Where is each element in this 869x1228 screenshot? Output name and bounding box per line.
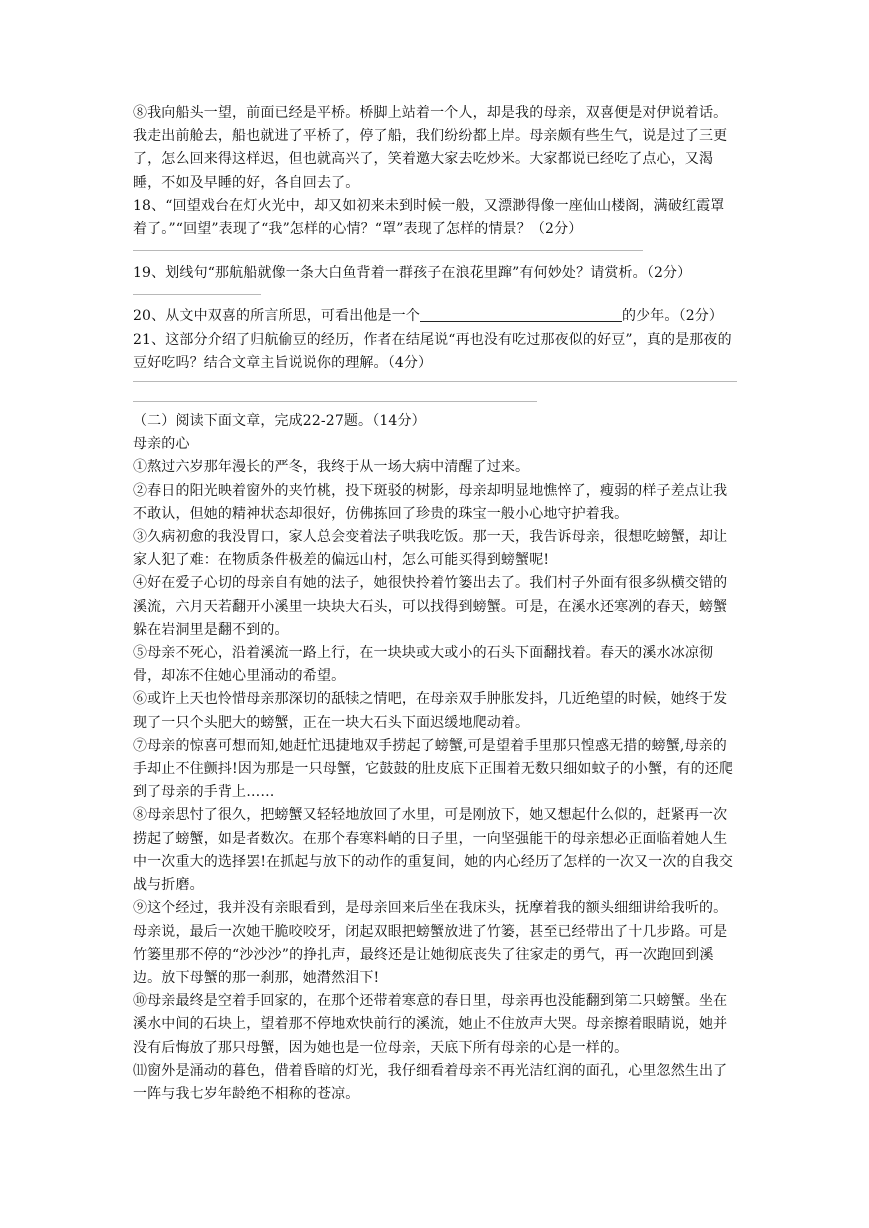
question-19: 19、划线句“那航船就像一条大白鱼背着一群孩子在浪花里蹿”有何妙处？请赏析。（2分） xyxy=(133,265,692,282)
passage-paragraph-8: ⑧我向船头一望，前面已经是平桥。桥脚上站着一个人，却是我的母亲，双喜便是对伊说着话。我走出前舱去，船也就进了平桥了，停了船，我们纷纷都上岸。母亲颇有些生气，说是过了三更了，怎么回来得这样迟，但也就高兴了，笑着邀大家去吃炒米。大家都说已经吃了点心，又渴睡，不如及早睡的好，各自回去了。 xyxy=(133,105,728,191)
article-paragraph: ⑨这个经过，我并没有亲眼看到，是母亲回来后坐在我床头，抚摩着我的额头细细讲给我听的。母亲说，最后一次她干脆咬咬牙，闭起双眼把螃蟹放进了竹篓，甚至已经带出了十几步路。可是竹篓里那不停的“沙沙沙”的挣扎声，最终还是让她彻底丧失了往家走的勇气，再一次跑回到溪边。放下母蟹的那一刹那，她潸然泪下! xyxy=(133,900,728,986)
answer-line-19[interactable] xyxy=(133,294,261,295)
question-18: 18、“回望戏台在灯火光中，却又如初来未到时候一般，又漂渺得像一座仙山楼阁，满破红霞罩着了。”“回望”表现了“我”怎样的心情？“罩”表现了怎样的情景？（2分） xyxy=(133,197,725,238)
article-paragraph: ⑤母亲不死心，沿着溪流一路上行，在一块块或大或小的石头下面翻找着。春天的溪水冰凉彻骨，却冻不住她心里涌动的希望。 xyxy=(133,645,714,685)
article-paragraph: ⑾窗外是涌动的暮色，借着昏暗的灯光，我仔细看着母亲不再光洁红润的面孔，心里忽然生出了一阵与我七岁年龄绝不相称的苍凉。 xyxy=(133,1062,728,1102)
answer-blank-20[interactable] xyxy=(420,307,622,322)
section-2-heading: （二）阅读下面文章，完成22-27题。（14分） xyxy=(133,413,426,430)
exam-page xyxy=(133,102,737,1106)
article-paragraph: ⑩母亲最终是空着手回家的，在那个还带着寒意的春日里，母亲再也没能翻到第二只螃蟹。坐在溪水中间的石块上，望着那不停地欢快前行的溪流，她止不住放声大哭。母亲擦着眼睛说，她并没有后悔放了那只母蟹，因为她也是一位母亲，天底下所有母亲的心是一样的。 xyxy=(133,993,728,1056)
article-paragraph: ②春日的阳光映着窗外的夹竹桃，投下斑驳的树影，母亲却明显地憔悴了，瘦弱的样子差点让我不敢认，但她的精神状态却很好，仿佛拣回了珍贵的珠宝一般小心地守护着我。 xyxy=(133,482,728,522)
question-20-prefix: 20、从文中双喜的所言所思，可看出他是一个 xyxy=(133,308,420,325)
article-title: 母亲的心 xyxy=(133,436,190,453)
article-paragraph: ③久病初愈的我没胃口，家人总会变着法子哄我吃饭。那一天，我告诉母亲，很想吃螃蟹，却让家人犯了难：在物质条件极差的偏远山村，怎么可能买得到螃蟹呢! xyxy=(133,529,728,569)
answer-line-18[interactable] xyxy=(133,250,643,251)
question-20 xyxy=(133,305,737,328)
article-paragraph: ①熬过六岁那年漫长的严冬，我终于从一场大病中清醒了过来。 xyxy=(133,459,530,476)
article-paragraph: ④好在爱子心切的母亲自有她的法子，她很快拎着竹篓出去了。我们村子外面有很多纵横交错的溪流，六月天若翻开小溪里一块块大石头，可以找得到螃蟹。可是，在溪水还寒冽的春天，螃蟹躲在岩洞里是翻不到的。 xyxy=(133,575,728,638)
article-paragraph: ⑧母亲思忖了很久，把螃蟹又轻轻地放回了水里，可是刚放下，她又想起什么似的，赶紧再一次捞起了螃蟹，如是者数次。在那个春寒料峭的日子里，一向坚强能干的母亲想必正面临着她人生中一次重大的选择罢!在抓起与放下的动作的重复间，她的内心经历了怎样的一次又一次的自我交战与折磨。 xyxy=(133,807,734,894)
article-paragraph: ⑦母亲的惊喜可想而知,她赶忙迅捷地双手捞起了螃蟹,可是望着手里那只惶惑无措的螃蟹,母亲的手却止不住颤抖!因为那是一只母蟹，它鼓鼓的肚皮底下正围着无数只细如蚊子的小蟹，有的还爬到了母亲的手背上…… xyxy=(133,737,734,801)
answer-line-21b[interactable] xyxy=(133,401,537,402)
question-20-suffix: 的少年。（2分） xyxy=(621,308,724,325)
question-21: 21、这部分介绍了归航偷豆的经历，作者在结尾说“再也没有吃过那夜似的好豆”，真的是那夜的豆好吃吗？结合文章主旨说说你的理解。（4分） xyxy=(133,331,732,371)
article-paragraph: ⑥或许上天也怜惜母亲那深切的舐犊之情吧，在母亲双手肿胀发抖，几近绝望的时候，她终于发现了一只个头肥大的螃蟹，正在一块大石头下面迟缓地爬动着。 xyxy=(133,691,728,731)
answer-line-21a[interactable] xyxy=(133,381,737,382)
